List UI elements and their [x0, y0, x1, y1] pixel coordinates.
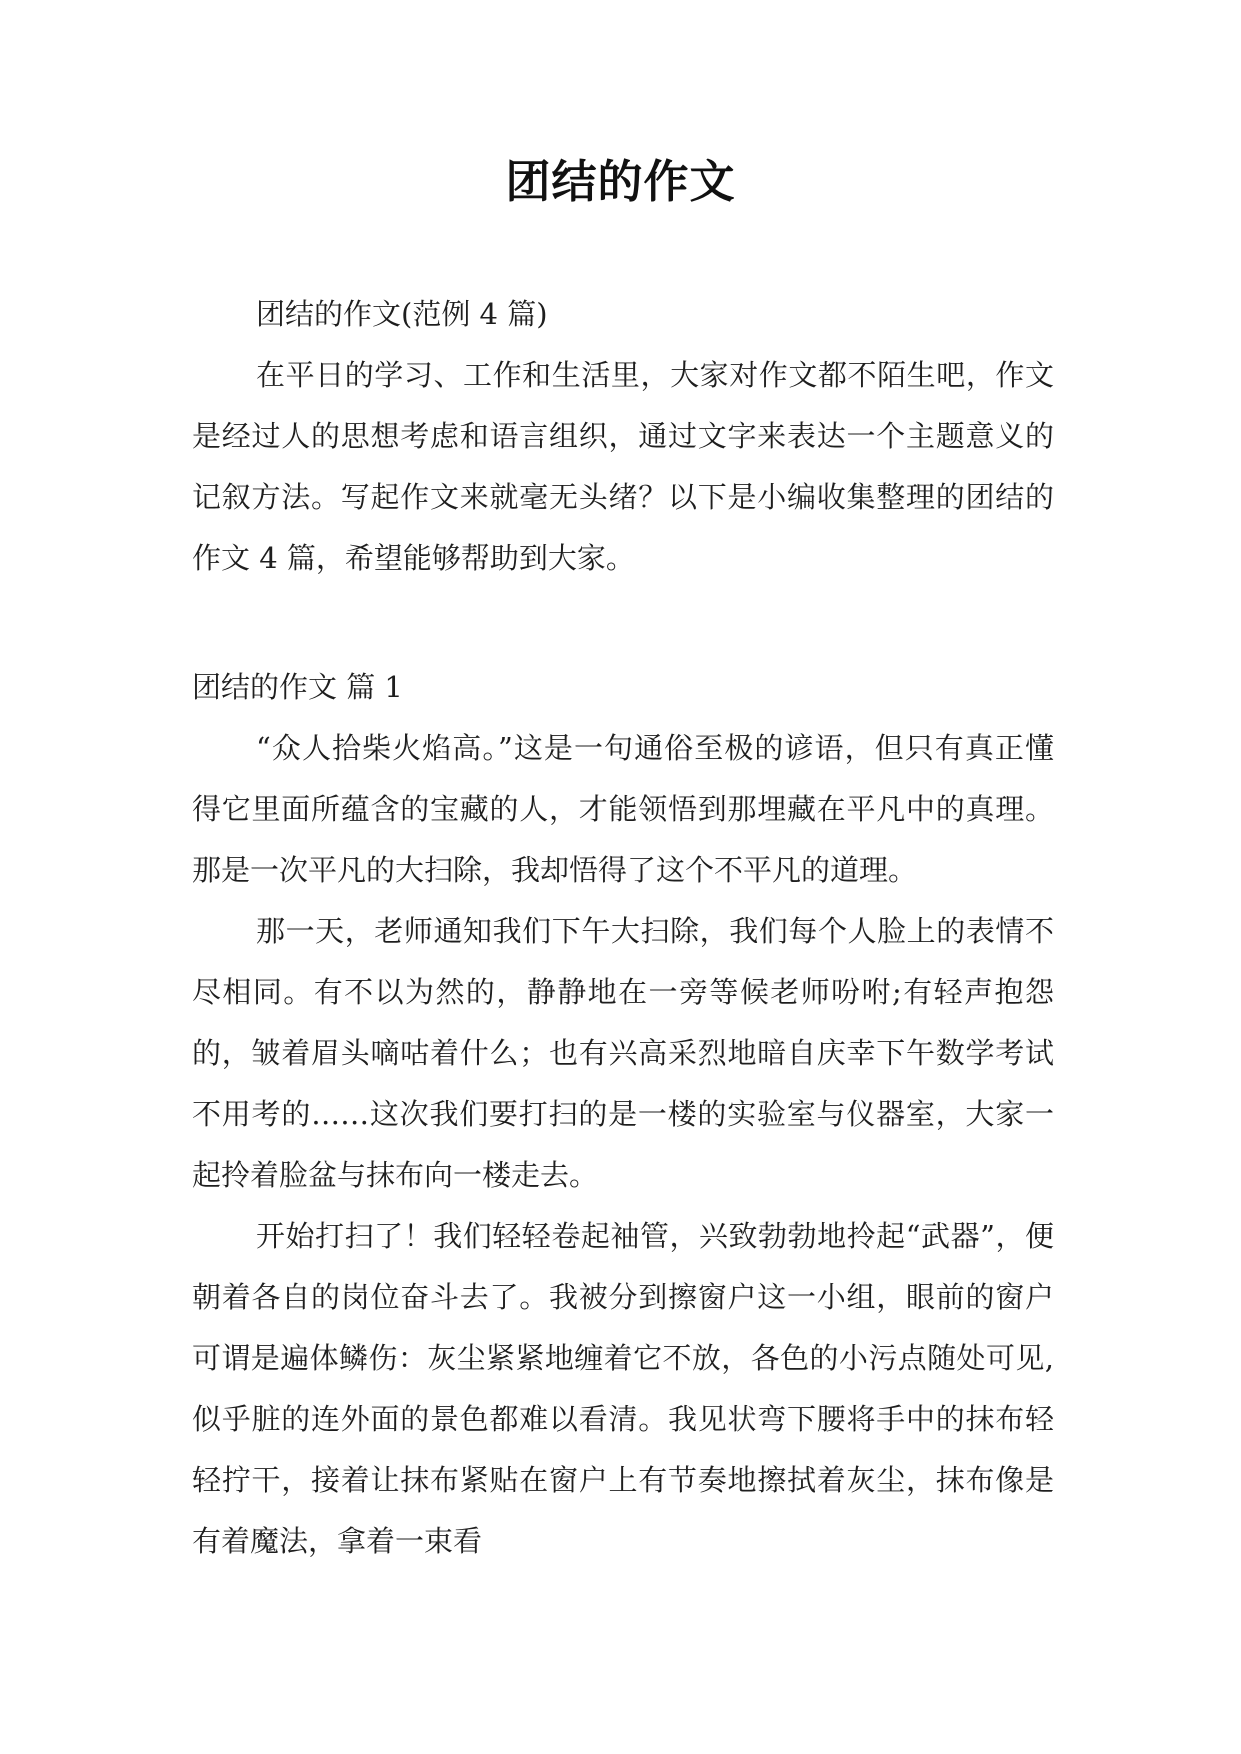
body-paragraph: 那一天，老师通知我们下午大扫除，我们每个人脸上的表情不尽相同。有不以为然的，静静地在一旁等候老师吩咐;有轻声抱怨的，皱着眉头嘀咕着什么；也有兴高采烈地暗自庆幸下午数学考试不用考的……这次我们要打扫的是一楼的实验室与仪器室，大家一起拎着脸盆与抹布向一楼走去。 [192, 914, 1054, 1192]
intro-paragraph: 在平日的学习、工作和生活里，大家对作文都不陌生吧，作文是经过人的思想考虑和语言组织，通过文字来表达一个主题意义的记叙方法。写起作文来就毫无头绪？以下是小编收集整理的团结的作文 4 篇，希望能够帮助到大家。 [192, 358, 1054, 575]
document-body [192, 284, 1054, 1572]
body-paragraph: “众人拾柴火焰高。”这是一句通俗至极的谚语，但只有真正懂得它里面所蕴含的宝藏的人，才能领悟到那埋藏在平凡中的真理。那是一次平凡的大扫除，我却悟得了这个不平凡的道理。 [192, 731, 1054, 887]
section-heading: 团结的作文 篇 1 [192, 670, 403, 704]
document-subtitle: 团结的作文(范例 4 篇) [256, 297, 548, 331]
body-paragraph: 开始打扫了！我们轻轻卷起袖管，兴致勃勃地拎起“武器”，便朝着各自的岗位奋斗去了。我被分到擦窗户这一小组，眼前的窗户可谓是遍体鳞伤：灰尘紧紧地缠着它不放，各色的小污点随处可见,似乎脏的连外面的景色都难以看清。我见状弯下腰将手中的抹布轻轻拧干，接着让抹布紧贴在窗户上有节奏地擦拭着灰尘，抹布像是有着魔法，拿着一束看 [192, 1219, 1054, 1558]
document-title: 团结的作文 [505, 155, 736, 208]
